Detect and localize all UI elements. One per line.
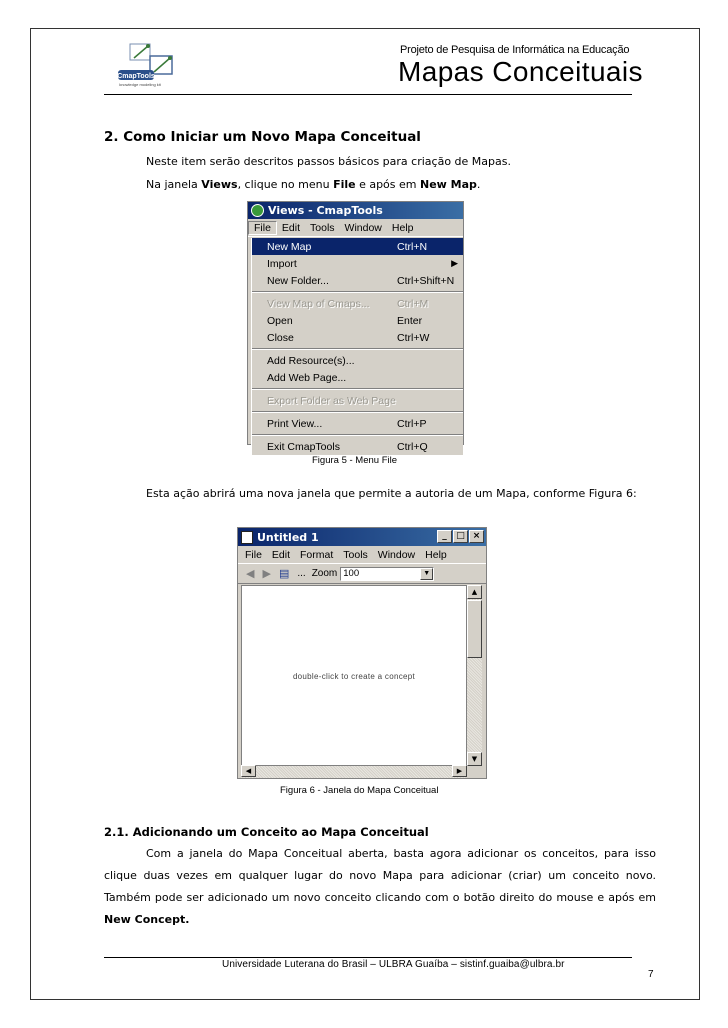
menu-item-new-folder[interactable]: New Folder... Ctrl+Shift+N xyxy=(267,274,455,287)
map-window-menubar xyxy=(238,546,486,564)
figure-5-menu-screenshot xyxy=(247,201,464,453)
document-icon xyxy=(241,531,253,544)
toolbar-more[interactable]: ... xyxy=(297,568,306,579)
scroll-down-icon[interactable]: ▼ xyxy=(467,752,482,766)
maximize-icon[interactable]: □ xyxy=(453,530,468,543)
forward-arrow-icon[interactable]: ▶ xyxy=(262,568,271,580)
page-icon[interactable]: ▤ xyxy=(278,568,290,580)
views-window-title: Views - CmapTools xyxy=(268,204,383,217)
file-menu-dropdown xyxy=(251,238,463,455)
menu-window[interactable]: Window xyxy=(377,548,416,561)
zoom-select[interactable]: 100 ▼ xyxy=(340,567,434,581)
scroll-left-icon[interactable]: ◀ xyxy=(241,765,256,777)
menu-item-view-map-of-cmaps: View Map of Cmaps... Ctrl+M xyxy=(267,297,429,310)
scroll-up-icon[interactable]: ▲ xyxy=(467,585,482,599)
menu-tools[interactable]: Tools xyxy=(310,221,335,234)
section-2-intro: Neste item serão descritos passos básicos para criação de Mapas. xyxy=(146,155,511,168)
chevron-down-icon[interactable]: ▼ xyxy=(420,568,433,580)
cmaptools-app-icon xyxy=(251,204,264,217)
menu-help[interactable]: Help xyxy=(425,548,447,561)
menu-item-export-folder: Export Folder as Web Page xyxy=(267,394,396,407)
vertical-scrollbar[interactable] xyxy=(467,585,482,766)
menu-item-exit[interactable]: Exit CmapTools Ctrl+Q xyxy=(267,440,428,453)
menu-window[interactable]: Window xyxy=(344,221,382,234)
back-arrow-icon[interactable]: ◀ xyxy=(246,568,255,580)
figure-6-intro: Esta ação abrirá uma nova janela que permite a autoria de um Mapa, conforme Figura 6: xyxy=(146,487,637,500)
menu-tools[interactable]: Tools xyxy=(343,548,368,561)
close-icon[interactable]: × xyxy=(469,530,484,543)
menu-item-new-map[interactable]: New Map Ctrl+N xyxy=(252,238,463,255)
menu-separator xyxy=(252,434,463,436)
header-divider xyxy=(104,94,632,95)
header-subtitle: Projeto de Pesquisa de Informática na Educação xyxy=(400,44,630,56)
figure-6-window-screenshot xyxy=(237,527,487,779)
canvas-hint: double-click to create a concept xyxy=(292,672,416,681)
menu-item-add-web-page[interactable]: Add Web Page... xyxy=(267,371,347,384)
scroll-right-icon[interactable]: ▶ xyxy=(452,765,467,777)
menu-help[interactable]: Help xyxy=(391,221,414,234)
map-toolbar xyxy=(238,564,486,584)
section-2-1-body: Com a janela do Mapa Conceitual aberta, basta agora adicionar os conceitos, para isso clique duas vezes em qualquer lugar do novo Mapa para adicionar (criar) um conceito novo. Também pode ser adicionado um novo conceito clicando com o botão direito do mouse e após em New Concept. xyxy=(104,847,656,926)
figure-6-caption: Figura 6 - Janela do Mapa Conceitual xyxy=(280,785,439,796)
zoom-label: Zoom xyxy=(311,568,338,579)
section-2-heading: 2. Como Iniciar um Novo Mapa Conceitual xyxy=(104,129,421,145)
page-number: 7 xyxy=(648,969,654,980)
untitled-window-title: Untitled 1 xyxy=(257,530,319,544)
menu-format[interactable]: Format xyxy=(300,548,334,561)
svg-text:CmapTools: CmapTools xyxy=(117,73,155,80)
menu-item-import[interactable]: Import ▶ xyxy=(267,257,458,270)
menu-edit[interactable]: Edit xyxy=(271,548,291,561)
cmaptools-logo xyxy=(110,42,190,90)
svg-text:knowledge modeling kit: knowledge modeling kit xyxy=(119,82,161,87)
header-title: Mapas Conceituais xyxy=(398,56,643,87)
figure-5-caption: Figura 5 - Menu File xyxy=(312,455,398,466)
menu-file[interactable]: File xyxy=(248,221,277,235)
views-menubar xyxy=(248,219,463,237)
submenu-arrow-icon: ▶ xyxy=(451,258,458,268)
map-canvas[interactable] xyxy=(241,585,467,766)
menu-separator xyxy=(252,348,463,350)
menu-item-add-resources[interactable]: Add Resource(s)... xyxy=(267,354,355,367)
section-2-1-heading: 2.1. Adicionando um Conceito ao Mapa Conceitual xyxy=(104,825,429,839)
footer-text: Universidade Luterana do Brasil – ULBRA Guaíba – sistinf.guaiba@ulbra.br xyxy=(222,959,565,970)
section-2-instruction: Na janela Views, clique no menu File e após em New Map. xyxy=(146,178,481,191)
minimize-icon[interactable]: _ xyxy=(437,530,452,543)
menu-item-close[interactable]: Close Ctrl+W xyxy=(267,331,430,344)
untitled-window-titlebar xyxy=(238,528,486,546)
menu-separator xyxy=(252,411,463,413)
menu-item-print-view[interactable]: Print View... Ctrl+P xyxy=(267,417,427,430)
horizontal-scrollbar[interactable] xyxy=(241,766,467,778)
views-window-titlebar xyxy=(248,202,463,219)
menu-item-open[interactable]: Open Enter xyxy=(267,314,423,327)
menu-separator xyxy=(252,291,463,293)
menu-edit[interactable]: Edit xyxy=(281,221,301,234)
menu-file[interactable]: File xyxy=(245,548,262,561)
scroll-thumb[interactable] xyxy=(467,600,482,658)
footer-divider xyxy=(104,957,632,958)
menu-separator xyxy=(252,388,463,390)
